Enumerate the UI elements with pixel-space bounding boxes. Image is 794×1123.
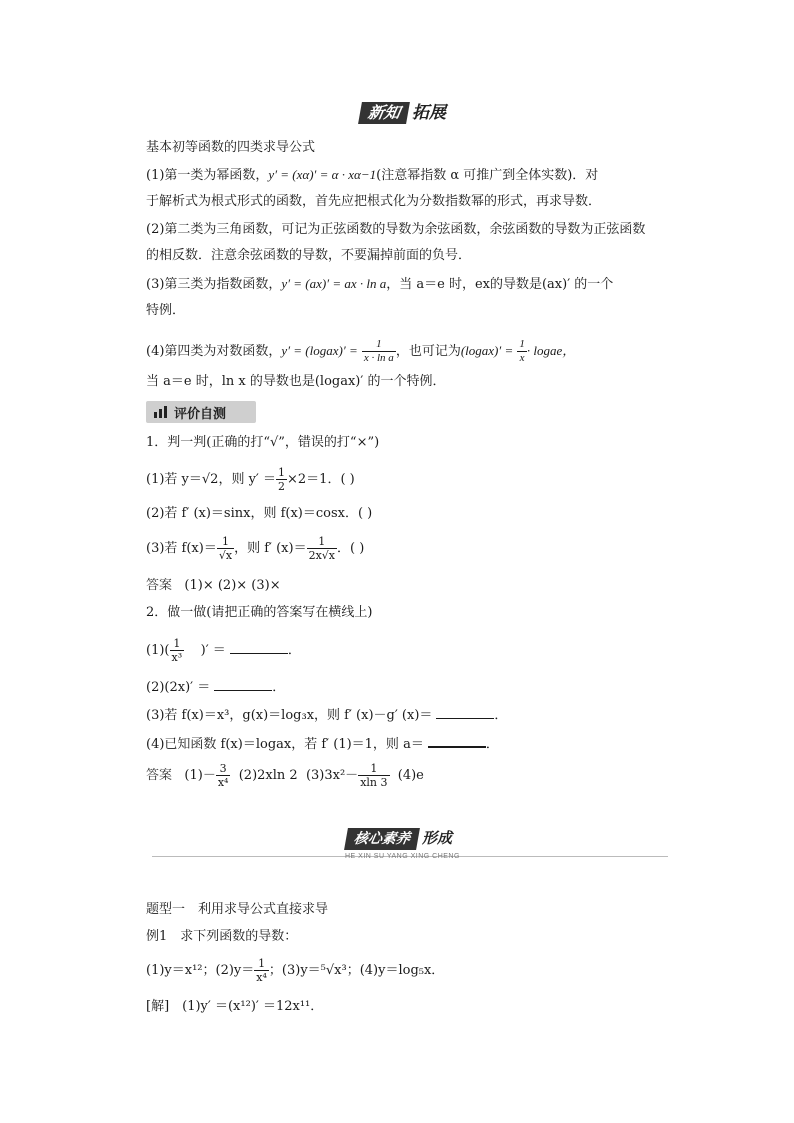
ans-4-text: (4)e: [397, 768, 424, 783]
q2-i3-text-a: (3)若 f(x)＝x³，g(x)＝log₃x，则 f′ (x)－g′ (x)＝: [146, 708, 433, 723]
answer-blank-1[interactable]: [230, 641, 288, 654]
q2-i2-text-a: (2)(2x)′ ＝: [146, 680, 211, 695]
banner-box-label: 新知: [358, 102, 410, 124]
question-1-title: 1．判一判(正确的打“√”，错误的打“×”): [146, 435, 380, 450]
core-banner-pinyin: HE XIN SU YANG XING CHENG: [345, 853, 460, 860]
self-evaluation-badge: [146, 401, 256, 423]
ex1-text-a: (1)y＝x¹²；(2)y＝: [146, 963, 255, 978]
self-evaluation-label: 评价自测: [174, 407, 227, 422]
banner-text: 拓展: [412, 103, 447, 123]
core-literacy-banner: [346, 828, 452, 850]
answer-text: (1)× (2)× (3)×: [184, 578, 281, 593]
question-2-title: 2．做一做(请把正确的答案写在横线上): [146, 605, 373, 620]
p4-fraction-2: $\frac{1}{x}$: [519, 338, 525, 364]
p1-formula: y′ = (xα)′ = α · xα−1: [268, 167, 377, 182]
p4-text-c: ，也可记为: [395, 344, 461, 359]
question-1-answer: [146, 577, 281, 595]
answer-label: 答案: [146, 578, 173, 593]
q2-i3-period: ．: [494, 708, 508, 723]
question-1-item-1: [146, 466, 355, 493]
q1-i1-fraction: $\frac{1}{2}$: [278, 466, 286, 493]
q1-i3-fraction-2: $\frac{1}{2x√x}$: [308, 535, 335, 562]
q2-i1-text-b: )′ ＝: [200, 643, 226, 658]
q1-i1-text-a: (1)若 y＝√2，则 y′ ＝: [146, 472, 277, 487]
q2-i2-period: ．: [272, 680, 286, 695]
p1-text-c: (注意幂指数 α 可推广到全体实数)．对: [376, 168, 599, 183]
p3-text-c: ，当 a＝e 时，ex的导数是(ax)′ 的一个: [386, 277, 614, 292]
paragraph-2-line-2: 的相反数．注意余弦函数的导数，不要漏掉前面的负号．: [146, 248, 472, 263]
paragraph-4-line-2: 当 a＝e 时，ln x 的导数也是(logax)′ 的一个特例．: [146, 374, 446, 389]
question-2-item-3: [146, 706, 507, 725]
example-1-title: 例1 求下列函数的导数：: [146, 929, 298, 944]
question-1-item-3: [146, 535, 364, 563]
question-2-answer: [146, 762, 424, 790]
q1-i1-text-b: ×2＝1．( ): [287, 472, 355, 487]
q2-i4-text-a: (4)已知函数 f(x)＝logax，若 f′ (1)＝1，则 a＝: [146, 737, 424, 752]
paragraph-4-line-1: [146, 336, 575, 367]
p3-formula: y′ = (ax)′ = ax · ln a: [281, 276, 387, 291]
p4-formula-b: (logax)′ =: [460, 343, 514, 358]
answer-blank-3[interactable]: [436, 706, 494, 719]
p3-text-a: (3)第三类为指数函数，: [146, 277, 282, 292]
q1-i3-text-c: ．( ): [337, 541, 365, 556]
q1-i3-fraction-1: $\frac{1}{√x}$: [218, 535, 233, 562]
p4-formula-a: y′ = (logax)′ =: [281, 343, 358, 358]
q1-i3-text-a: (3)若 f(x)＝: [146, 541, 217, 556]
paragraph-1-line-2: 于解析式为根式形式的函数，首先应把根式化为分数指数幂的形式，再求导数．: [146, 194, 602, 209]
answer-label-2: 答案: [146, 768, 173, 783]
question-2-item-1: [146, 636, 301, 666]
ex1-fraction: $\frac{1}{\text{x⁴}}$: [256, 957, 267, 984]
ex1-text-b: ；(3)y＝⁵√x³；(4)y＝log₅x．: [268, 963, 445, 978]
paragraph-3-line-1: [146, 275, 613, 294]
p4-text-e: · logae，: [526, 343, 576, 358]
q2-i1-text-a: (1)(: [146, 643, 170, 658]
section-title: 基本初等函数的四类求导公式: [146, 140, 316, 155]
question-2-item-4: [146, 734, 499, 754]
new-knowledge-banner: [360, 102, 446, 124]
bar-chart-icon: [154, 406, 168, 418]
ans-1-fraction: $\frac{3}{\text{x⁴}}$: [217, 762, 229, 789]
answer-blank-4[interactable]: [428, 734, 486, 748]
core-banner-box: 核心素养: [344, 828, 420, 850]
question-type-1-title: 题型一 利用求导公式直接求导: [146, 902, 329, 917]
q2-i1-period: ．: [287, 643, 301, 658]
q2-i4-period: ．: [485, 737, 499, 752]
paragraph-3-line-2: 特例．: [146, 303, 186, 318]
q2-i1-fraction: $\frac{1}{\text{x³}}$: [171, 637, 183, 664]
q1-i3-text-b: ，则 f′ (x)＝: [234, 541, 307, 556]
p4-text-a: (4)第四类为对数函数，: [146, 344, 282, 359]
example-1-items: [146, 956, 444, 986]
core-banner-text: 形成: [422, 829, 453, 847]
ans-3-text: (3)3x²－: [305, 768, 359, 783]
question-1-item-2: (2)若 f′ (x)＝sinx，则 f(x)＝cosx．( ): [146, 506, 373, 521]
paragraph-1-line-1: [146, 166, 598, 185]
question-2-item-2: [146, 678, 285, 697]
solution-line-1: [解] (1)y′ ＝(x¹²)′ ＝12x¹¹．: [146, 999, 324, 1014]
ans-1-text: (1)－: [184, 768, 216, 783]
paragraph-2-line-1: (2)第二类为三角函数，可记为正弦函数的导数为余弦函数，余弦函数的导数为正弦函数: [146, 222, 646, 237]
ans-2-text: (2)2xln 2: [238, 768, 298, 783]
ans-3-fraction: $\frac{1}{xln 3}$: [360, 762, 388, 789]
p1-text-a: (1)第一类为幂函数，: [146, 168, 269, 183]
answer-blank-2[interactable]: [214, 678, 272, 691]
p4-fraction-1: $\frac{1}{\text{x · ln a}}$: [363, 338, 394, 364]
